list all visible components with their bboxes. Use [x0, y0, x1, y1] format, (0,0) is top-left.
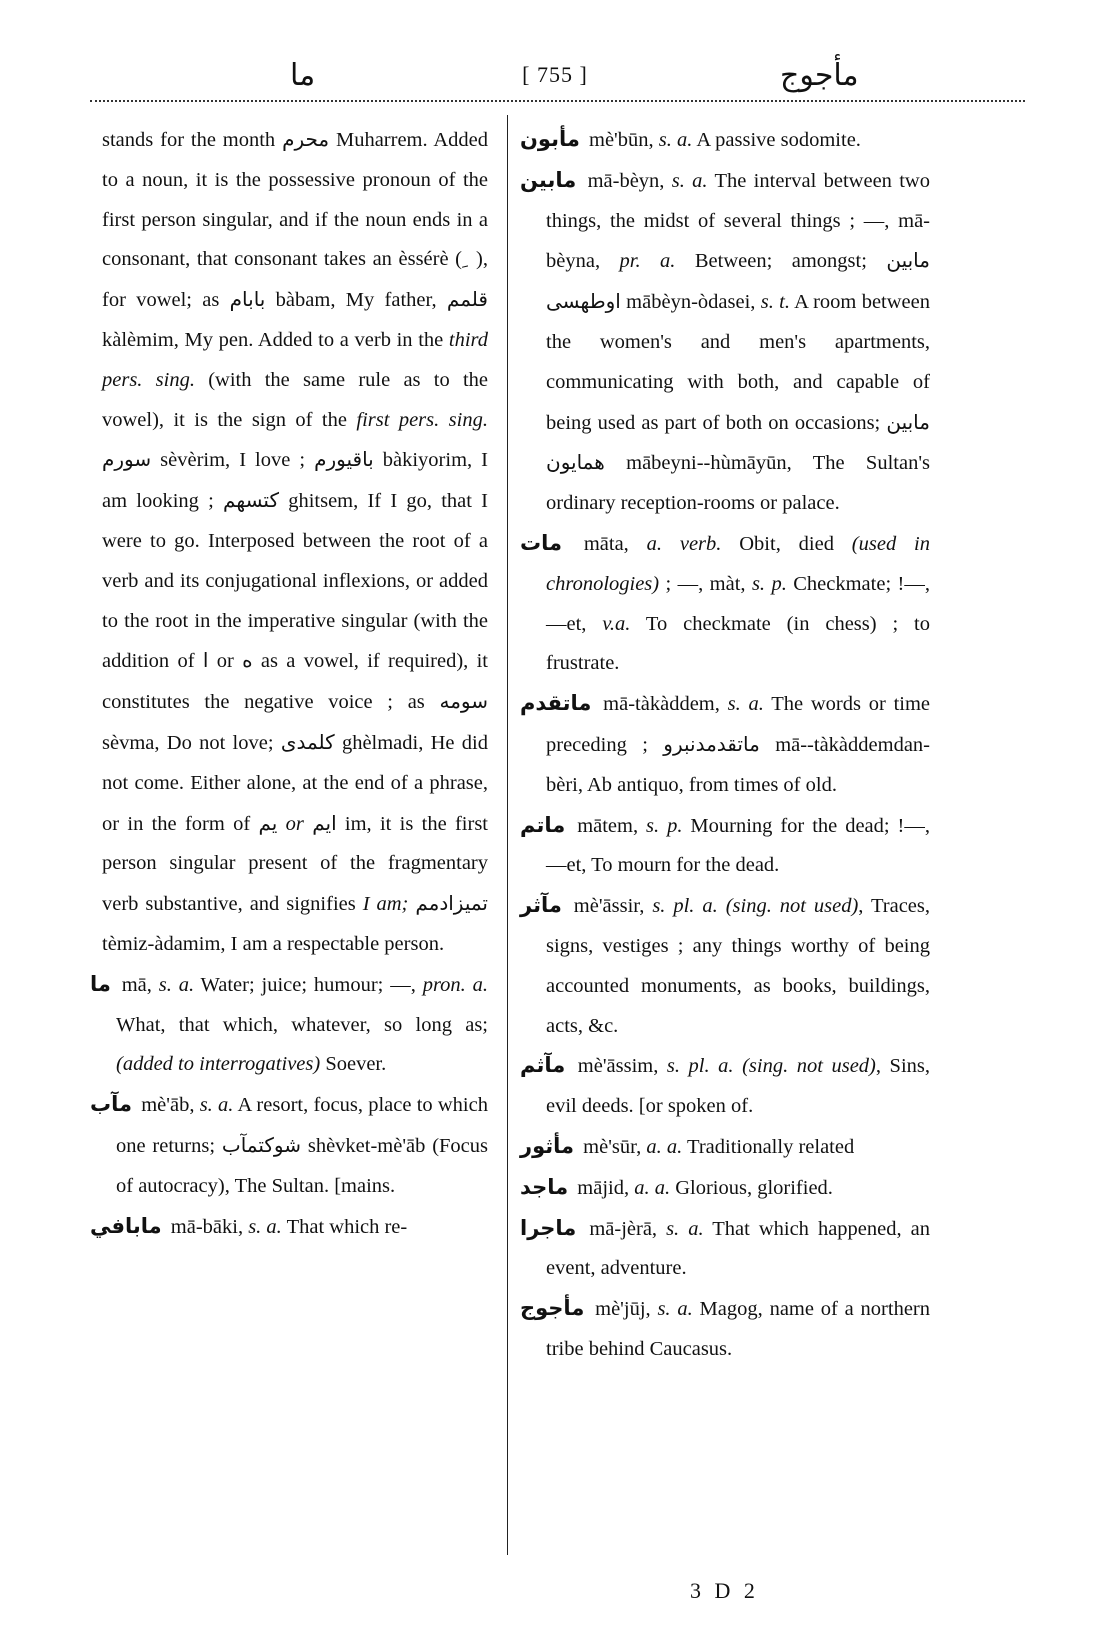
- entry-text: The interval between two things, the midst of several things ; —, mā-bèyna,: [546, 169, 930, 273]
- arabic-headword: مآثم: [520, 1053, 566, 1078]
- entry-text: mè'sūr,: [578, 1135, 647, 1158]
- entry-italic-text: s. a.: [727, 693, 764, 716]
- arabic-headword: مابافي: [90, 1213, 162, 1238]
- entry-italic-text: a. verb.: [646, 532, 722, 555]
- entry-italic-text: s. pl. a.: [652, 895, 718, 918]
- dictionary-entry: [520, 120, 930, 161]
- entry-italic-text: s. a.: [658, 129, 693, 151]
- arabic-headword: ما: [90, 971, 111, 996]
- arabic-word: قلمم: [446, 287, 488, 312]
- entry-text: [718, 895, 726, 917]
- entry-text: ghèlmadi, He did not come. Either alone, at the end of a phrase, or in the form of: [102, 731, 488, 835]
- entry-text: mè'āssim,: [569, 1055, 667, 1078]
- arabic-word: ايم: [312, 810, 337, 835]
- dictionary-entry: [90, 1085, 488, 1206]
- entry-text: Muharrem. Added to a noun, it is the possessive pronoun of the first person singular, and if the noun ends in a consonant, that consonant takes an èssérè ( ِ ), for vowel; as: [102, 129, 489, 312]
- dictionary-entry: [520, 684, 930, 805]
- entry-text: mā-jèrā,: [580, 1217, 667, 1240]
- entry-continuation: [90, 120, 488, 965]
- entry-text: A room between the women's and men's apartments, communicating with both, and capable of being used as part of both on occasions;: [546, 291, 930, 434]
- dictionary-entry: [90, 1207, 488, 1248]
- entry-text: ; —, màt,: [659, 572, 752, 595]
- entry-italic-text: s. a.: [666, 1217, 704, 1240]
- entry-text: , Traces, signs, vestiges ; any things worthy of being accounted monuments, as books, buildings, acts, &c.: [546, 895, 930, 1037]
- entry-text: im, it is the first person singular present of the fragmentary verb substantive, and signifies: [102, 812, 488, 916]
- page-number: [ 755 ]: [522, 62, 588, 87]
- entry-text: mā,: [114, 973, 159, 996]
- dictionary-entry: [90, 965, 488, 1085]
- entry-text: mā-bèyn,: [580, 169, 672, 192]
- dictionary-entry: [520, 1289, 930, 1370]
- entry-italic-text: third pers. sing.: [102, 328, 488, 391]
- dictionary-entry: [520, 1046, 930, 1127]
- entry-text: What, that which, whatever, so long as;: [116, 1013, 488, 1036]
- entry-text: mājid,: [572, 1176, 635, 1199]
- entry-italic-text: s. t.: [760, 291, 790, 314]
- running-header: [90, 50, 1020, 100]
- left-column: [90, 120, 488, 1247]
- arabic-headword: ماجد: [520, 1174, 569, 1199]
- arabic-word: كلمدى: [280, 729, 335, 754]
- entry-text: mātem,: [569, 814, 647, 837]
- entry-text: , Sins, evil deeds. [or spoken of.: [546, 1055, 931, 1118]
- signature-mark: 3 D 2: [690, 1578, 759, 1603]
- entry-text: bàkiyorim, I am looking ;: [102, 449, 488, 513]
- entry-italic-text: a. a.: [646, 1135, 683, 1158]
- entry-text: mā-bāki,: [165, 1215, 249, 1238]
- entry-italic-text: s. p.: [751, 572, 787, 595]
- arabic-word: تميزادمم: [415, 891, 488, 916]
- entry-text: Obit, died: [721, 532, 852, 555]
- entry-text: mè'jūj,: [588, 1298, 658, 1321]
- arabic-word: شوكتمآب: [221, 1132, 302, 1157]
- dictionary-entry: [520, 806, 930, 887]
- dictionary-entry: [520, 161, 930, 524]
- arabic-word: سورم: [102, 447, 152, 472]
- entry-italic-text: (added to interrogatives): [116, 1053, 321, 1076]
- arabic-word: ه: [242, 648, 253, 673]
- entry-italic-text: first pers. sing.: [356, 408, 488, 431]
- entry-text: bàbam, My father,: [265, 289, 447, 312]
- entry-text: ghitsem, If I go, that I were to go. Interposed between the root of a verb and its conjugational inflexions, or added to the root in the imperative singular (with the addition of: [102, 490, 488, 673]
- header-left-arabic: ما: [290, 58, 316, 93]
- entry-text: mā--tàkàddemdan-bèri, Ab antiquo, from times of old.: [546, 733, 930, 796]
- arabic-headword: مابين: [520, 167, 577, 192]
- entry-italic-text: or: [277, 812, 313, 835]
- entry-italic-text: a. a.: [634, 1176, 671, 1199]
- arabic-headword: ماتقدم: [520, 691, 592, 716]
- entry-text: sèvma, Do not love;: [102, 731, 281, 754]
- entry-text: māta,: [566, 532, 647, 555]
- entry-italic-text: s. a.: [248, 1215, 282, 1238]
- dictionary-entry: [520, 1127, 930, 1168]
- entry-italic-text: pron. a.: [422, 973, 488, 996]
- entry-text: A resort, focus, place to which one returns;: [116, 1094, 488, 1157]
- entry-text: tèmiz-àdamim, I am a respectable person.: [102, 932, 445, 955]
- entry-text: sèvèrim, I love ;: [151, 449, 315, 472]
- entry-text: Checkmate; !—, —et,: [546, 572, 930, 635]
- entry-text: (with the same rule as to the vowel), it is the sign of the: [102, 368, 488, 431]
- arabic-headword: ماجرا: [520, 1215, 577, 1240]
- arabic-headword: مات: [520, 530, 562, 555]
- entry-italic-text: (used in chronologies): [546, 532, 930, 595]
- arabic-headword: مآب: [90, 1092, 132, 1117]
- entry-text: mè'āb,: [136, 1094, 200, 1117]
- arabic-word: باقيورم: [314, 447, 374, 472]
- dictionary-entry: [520, 886, 930, 1046]
- header-right-arabic: مأجوج: [780, 58, 859, 93]
- column-divider: [507, 115, 508, 1555]
- arabic-headword: ماتم: [520, 812, 566, 837]
- entry-text: kàlèmim, My pen. Added to a verb in the: [102, 328, 449, 351]
- entry-text: Traditionally related: [682, 1135, 855, 1158]
- entry-text: A passive sodomite.: [692, 129, 861, 151]
- entry-italic-text: s. pl. a.: [666, 1055, 734, 1078]
- entry-text: [734, 1055, 743, 1077]
- entry-text: mā-tàkàddem,: [595, 693, 728, 716]
- dictionary-entry: [520, 524, 930, 684]
- arabic-word: ا: [202, 648, 209, 673]
- entry-italic-text: v.a.: [602, 612, 631, 635]
- header-rule: [90, 100, 1025, 102]
- entry-text: Magog, name of a northern tribe behind Caucasus.: [546, 1298, 931, 1360]
- arabic-headword: مأثور: [520, 1133, 575, 1158]
- entry-text: That which re-: [281, 1215, 408, 1238]
- right-column: [520, 120, 930, 1370]
- entry-text: Soever.: [320, 1053, 387, 1076]
- entry-text: To checkmate (in chess) ; to frustrate.: [546, 612, 930, 675]
- arabic-word: بابام: [229, 287, 266, 312]
- entry-text: Water; juice; humour; —,: [194, 973, 423, 996]
- arabic-headword: مأجوج: [520, 1296, 585, 1321]
- entry-italic-text: pr. a.: [619, 250, 676, 273]
- arabic-word: كتسهم: [223, 488, 279, 513]
- entry-text: Between; amongst;: [675, 250, 887, 273]
- entry-text: mābeyni--hùmāyūn, The Sultan's ordinary reception-rooms or palace.: [546, 452, 930, 515]
- entry-italic-text: (sing. not used): [725, 895, 859, 918]
- entry-italic-text: s. a.: [657, 1298, 693, 1321]
- arabic-word: يم: [258, 810, 278, 835]
- entry-text: mè'būn,: [583, 129, 659, 151]
- arabic-word: محرم: [282, 127, 330, 151]
- entry-text: The words or time preceding ;: [546, 693, 930, 756]
- entry-text: mābèyn-òdasei,: [620, 291, 761, 314]
- entry-text: as a vowel, if required), it constitutes the negative voice ; as: [102, 650, 488, 714]
- dictionary-entry: [520, 1168, 930, 1209]
- entry-text: Mourning for the dead; !—, —et, To mourn for the dead.: [546, 814, 930, 877]
- entry-text: mè'āssir,: [565, 895, 653, 918]
- entry-italic-text: s. a.: [199, 1094, 234, 1117]
- entry-text: shèvket-mè'āb (Focus of autocracy), The Sultan. [mains.: [116, 1134, 488, 1197]
- entry-text: That which happened, an event, adventure.: [546, 1217, 930, 1280]
- entry-italic-text: s. p.: [646, 814, 683, 837]
- arabic-word: مابين اوطهسى: [546, 248, 930, 314]
- arabic-word: ماتقدمدنبرو: [663, 731, 760, 756]
- arabic-headword: مآثر: [520, 893, 562, 918]
- arabic-headword: مأبون: [520, 127, 580, 151]
- entry-italic-text: (sing. not used): [742, 1055, 876, 1078]
- dictionary-entry: [520, 1209, 930, 1290]
- entry-text: stands for the month: [102, 129, 283, 151]
- arabic-word: سومه: [439, 689, 488, 714]
- entry-text: Glorious, glorified.: [670, 1176, 833, 1199]
- entry-italic-text: s. a.: [671, 169, 708, 192]
- entry-italic-text: s. a.: [158, 973, 195, 996]
- entry-text: or: [208, 650, 243, 673]
- arabic-word: مابين همايون: [546, 409, 930, 475]
- entry-italic-text: I am;: [362, 893, 416, 916]
